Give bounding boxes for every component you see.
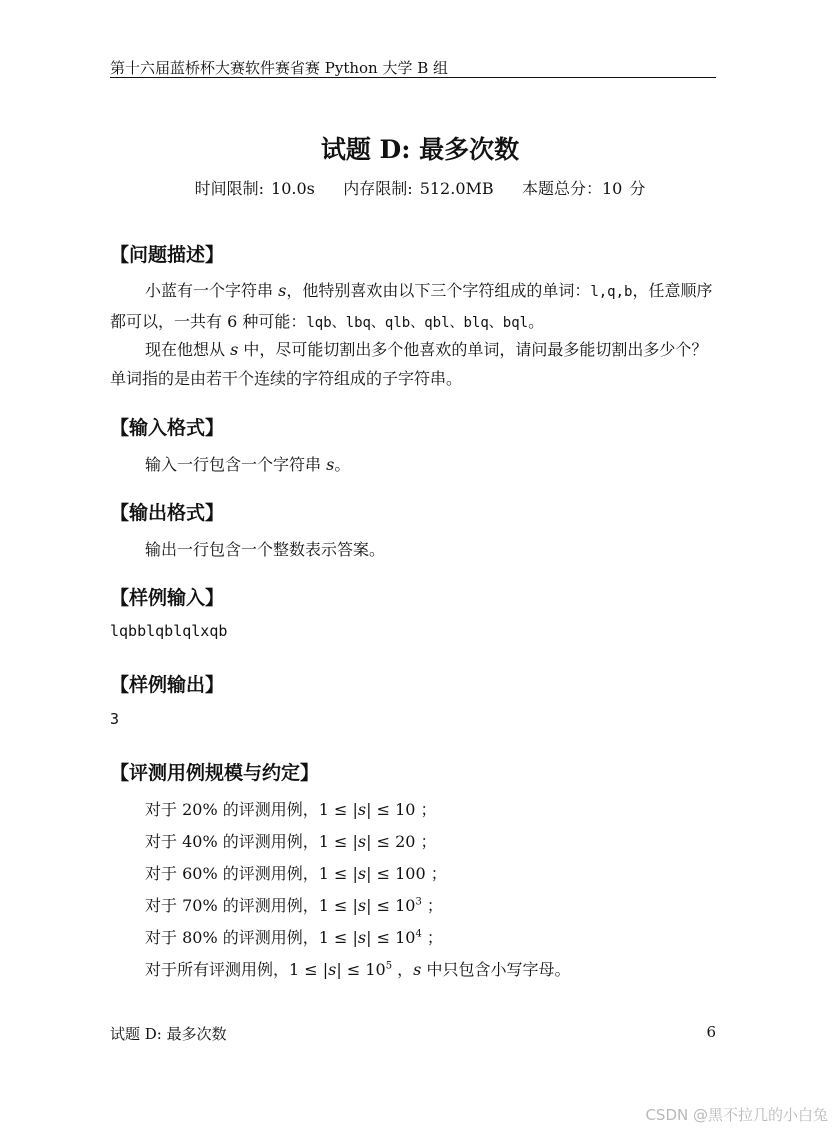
constraint-item: 对于所有评测用例，$1 \le |s| \le 10^5$ ，s 中只包含小写字母。 [145, 960, 571, 979]
header-rule [110, 77, 716, 78]
output-format-text: 输出一行包含一个整数表示答案。 [145, 540, 386, 559]
input-format-text: 输入一行包含一个字符串 s。 [145, 455, 351, 474]
description-paragraph-1: 小蓝有一个字符串 s，他特别喜欢由以下三个字符组成的单词：l,q,b，任意顺序都可以，一共有 6 种可能：lqb、lbq、qlb、qbl、blq、bql。 [110, 281, 713, 331]
constraint-item: 对于 40% 的评测用例，1 ≤ |s| ≤ 20 ； [145, 832, 437, 851]
section-description-heading: 【问题描述】 [110, 244, 225, 266]
sample-input-value: lqbblqblqlxqb [110, 622, 228, 640]
sample-output-value: 3 [110, 710, 120, 728]
constraint-item: 对于 80% 的评测用例，$1 \le |s| \le 10^4$ ； [145, 928, 443, 947]
watermark: CSDN @黑不拉几的小白兔 [645, 1106, 828, 1124]
constraint-item: 对于 70% 的评测用例，$1 \le |s| \le 10^3$ ； [145, 896, 443, 915]
constraint-item: 对于 60% 的评测用例，1 ≤ |s| ≤ 100 ； [145, 864, 447, 883]
page-number: 6 [706, 1023, 716, 1041]
page-header: 第十六届蓝桥杯大赛软件赛省赛 Python 大学 B 组 [110, 59, 449, 77]
section-constraints-heading: 【评测用例规模与约定】 [110, 762, 320, 784]
section-output-format-heading: 【输出格式】 [110, 502, 225, 524]
problem-limits: 时间限制: 10.0s 内存限制: 512.0MB 本题总分：10 分 [194, 179, 646, 198]
section-sample-output-heading: 【样例输出】 [110, 674, 225, 696]
footer-title: 试题 D: 最多次数 [110, 1025, 227, 1043]
description-paragraph-2: 现在他想从 s 中，尽可能切割出多个他喜欢的单词，请问最多能切割出多少个？单词指的是由若干个连续的字符组成的子字符串。 [110, 340, 708, 388]
section-sample-input-heading: 【样例输入】 [110, 587, 225, 609]
problem-title: 试题 D: 最多次数 [320, 135, 520, 164]
constraint-item: 对于 20% 的评测用例，1 ≤ |s| ≤ 10 ； [145, 800, 437, 819]
section-input-format-heading: 【输入格式】 [110, 417, 225, 439]
